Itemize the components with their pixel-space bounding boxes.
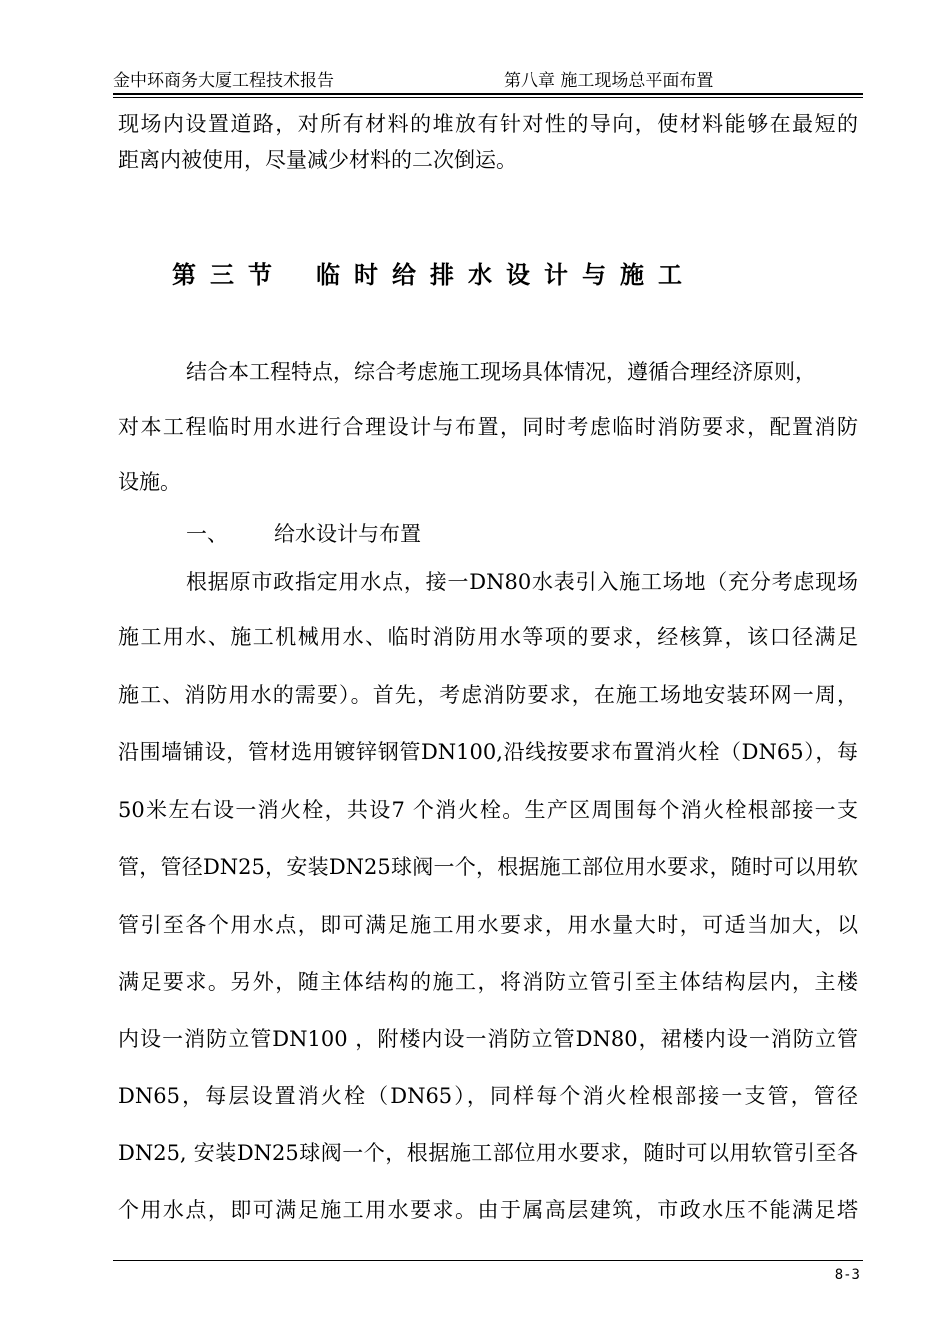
paragraph-line: 50米左右设一消火栓，共设7 个消火栓。生产区周围每个消火栓根部接一支: [118, 798, 858, 822]
paragraph-line: 施工、消防用水的需要）。首先，考虑消防要求，在施工场地安装环网一周，: [118, 683, 858, 707]
footer-divider: [113, 1260, 863, 1261]
paragraph-line: 结合本工程特点，综合考虑施工现场具体情况，遵循合理经济原则，: [186, 360, 816, 384]
header-divider: [113, 93, 863, 98]
paragraph-line: 内设一消防立管DN100 ，附楼内设一消防立管DN80，裙楼内设一消防立管: [118, 1027, 858, 1051]
paragraph-line: 满足要求。另外，随主体结构的施工，将消防立管引至主体结构层内，主楼: [118, 970, 858, 994]
paragraph-line: 管，管径DN25，安装DN25球阀一个，根据施工部位用水要求，随时可以用软: [118, 855, 858, 879]
paragraph-line: DN25, 安装DN25球阀一个，根据施工部位用水要求，随时可以用软管引至各: [118, 1141, 858, 1165]
header-chapter-title: 第八章 施工现场总平面布置: [504, 71, 714, 91]
paragraph-line: 设施。: [118, 470, 181, 494]
header-document-title: 金中环商务大厦工程技术报告: [113, 71, 334, 91]
paragraph-line: 根据原市政指定用水点，接一DN80水表引入施工场地（充分考虑现场: [186, 570, 858, 594]
subheading-number: 一、: [186, 522, 228, 546]
intro-line: 距离内被使用，尽量减少材料的二次倒运。: [118, 148, 517, 172]
section-heading: [172, 255, 696, 290]
subheading: [186, 524, 926, 545]
subheading-title: 给水设计与布置: [274, 522, 421, 546]
paragraph-line: 沿围墙铺设，管材选用镀锌钢管DN100,沿线按要求布置消火栓（DN65），每: [118, 740, 858, 764]
intro-line: 现场内设置道路，对所有材料的堆放有针对性的导向，使材料能够在最短的: [118, 112, 858, 136]
paragraph-line: 个用水点，即可满足施工用水要求。由于属高层建筑，市政水压不能满足塔: [118, 1198, 858, 1222]
section-title: 临时给排水设计与施工: [316, 261, 696, 289]
paragraph-line: 施工用水、施工机械用水、临时消防用水等项的要求，经核算，该口径满足: [118, 625, 858, 649]
section-number: 第三节: [172, 261, 286, 289]
page-number: 8-3: [834, 1267, 860, 1283]
paragraph-line: 对本工程临时用水进行合理设计与布置，同时考虑临时消防要求，配置消防: [118, 415, 858, 439]
paragraph-line: 管引至各个用水点，即可满足施工用水要求，用水量大时，可适当加大，以: [118, 913, 858, 937]
paragraph-line: DN65，每层设置消火栓（DN65），同样每个消火栓根部接一支管，管径: [118, 1084, 858, 1108]
